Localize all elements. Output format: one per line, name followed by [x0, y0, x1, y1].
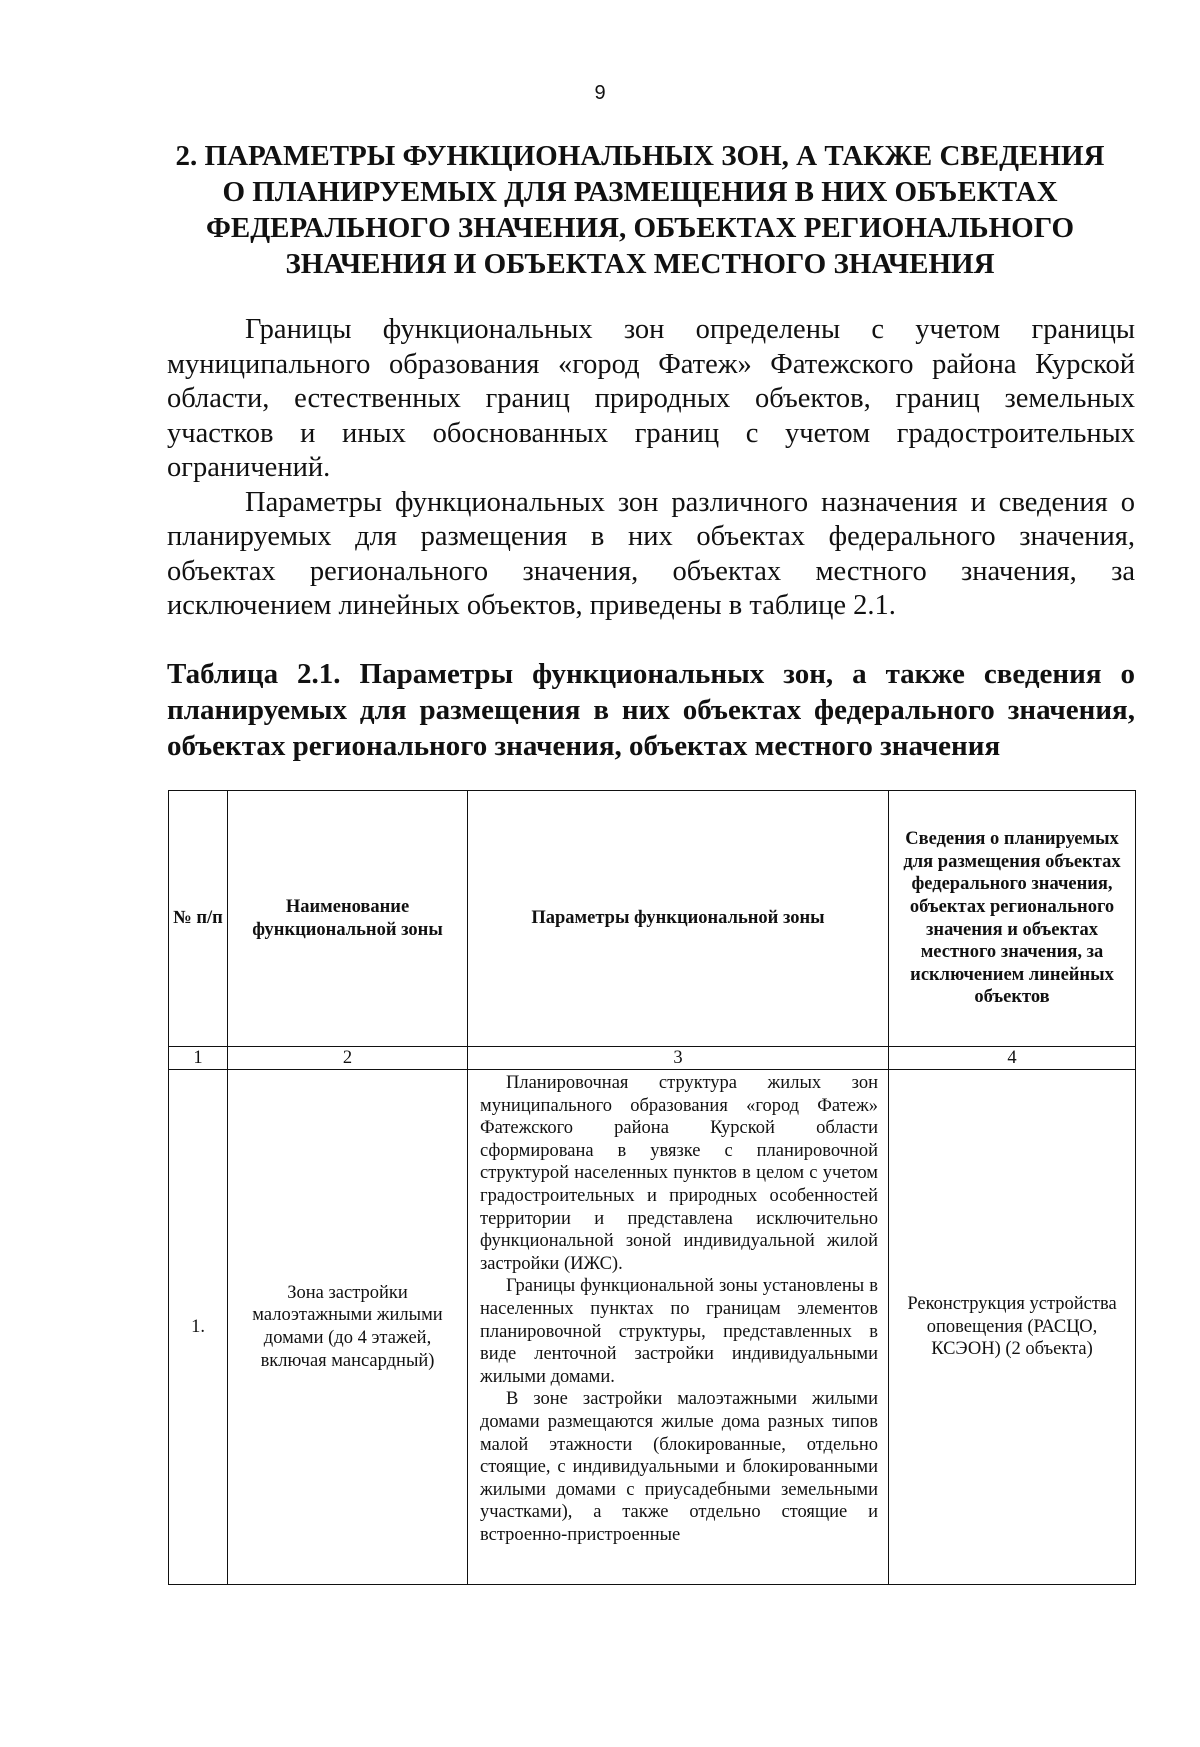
header-number: № п/п — [169, 791, 228, 1047]
section-title-line: 2. ПАРАМЕТРЫ ФУНКЦИОНАЛЬНЫХ ЗОН, А ТАКЖЕ СВЕДЕНИЯ — [175, 140, 1105, 172]
column-number: 1 — [169, 1047, 228, 1070]
section-title — [150, 138, 1130, 282]
table-header-row — [169, 791, 1136, 1047]
section-title-line: ФЕДЕРАЛЬНОГО ЗНАЧЕНИЯ, ОБЪЕКТАХ РЕГИОНАЛЬНОГО — [205, 212, 1075, 244]
planned-objects-cell: Реконструкция устройства оповещения (РАСЦО, КСЭОН) (2 объекта) — [889, 1070, 1136, 1585]
column-number: 2 — [228, 1047, 468, 1070]
header-planned-objects: Сведения о планируемых для размещения объектах федерального значения, объектах регионального значения и объектах местного значения, за исключением линейных объектов — [889, 791, 1136, 1047]
table-caption: Таблица 2.1. Параметры функциональных зон, а также сведения о планируемых для размещения в них объектах федерального значения, объектах регионального значения, объектах местного значения — [167, 658, 1135, 762]
paragraph: Границы функциональных зон определены с учетом границы муниципального образования «город Фатеж» Фатежского района Курской области, естественных границ природных объектов, границ земельных участков и иных обоснованных границ с учетом градостроительных ограничений. — [167, 314, 1135, 483]
zones-table — [168, 790, 1136, 1585]
parameters-paragraph: Планировочная структура жилых зон муниципального образования «город Фатеж» Фатежского района Курской области сформирована в увязке с планировочной структурой населенных пунктов в целом с учетом градостроительных и природных особенностей территории и представлена исключительно функциональной зоной индивидуальной жилой застройки (ИЖС). — [480, 1073, 878, 1274]
column-numbers-row — [169, 1047, 1136, 1070]
header-zone-name: Наименование функциональной зоны — [228, 791, 468, 1047]
column-number: 3 — [468, 1047, 889, 1070]
parameters-paragraph: Границы функциональной зоны установлены в населенных пунктах по границам элементов планировочной структуры, представленных в виде ленточной застройки индивидуальными жилыми домами. — [480, 1276, 878, 1387]
section-title-line: ЗНАЧЕНИЯ И ОБЪЕКТАХ МЕСТНОГО ЗНАЧЕНИЯ — [285, 248, 995, 280]
paragraph: Параметры функциональных зон различного назначения и сведения о планируемых для размещения в них объектах федерального значения, объектах регионального значения, объектах местного значения, за исключением линейных объектов, приведены в таблице 2.1. — [167, 486, 1135, 621]
column-number: 4 — [889, 1047, 1136, 1070]
row-number: 1. — [169, 1070, 228, 1585]
header-parameters: Параметры функциональной зоны — [468, 791, 889, 1047]
body-text — [167, 313, 1135, 624]
table-row — [169, 1070, 1136, 1585]
parameters-paragraph: В зоне застройки малоэтажными жилыми домами размещаются жилые дома разных типов малой этажности (блокированные, отдельно стоящие, с индивидуальными и блокированными жилыми домами с приусадебными земельными участками), а также отдельно стоящие и встроенно-пристроенные — [480, 1389, 878, 1545]
section-title-line: О ПЛАНИРУЕМЫХ ДЛЯ РАЗМЕЩЕНИЯ В НИХ ОБЪЕКТАХ — [222, 176, 1058, 208]
page-number: 9 — [594, 82, 606, 104]
zone-name-cell: Зона застройки малоэтажными жилыми домами (до 4 этажей, включая мансардный) — [228, 1070, 468, 1585]
parameters-cell — [468, 1070, 889, 1585]
